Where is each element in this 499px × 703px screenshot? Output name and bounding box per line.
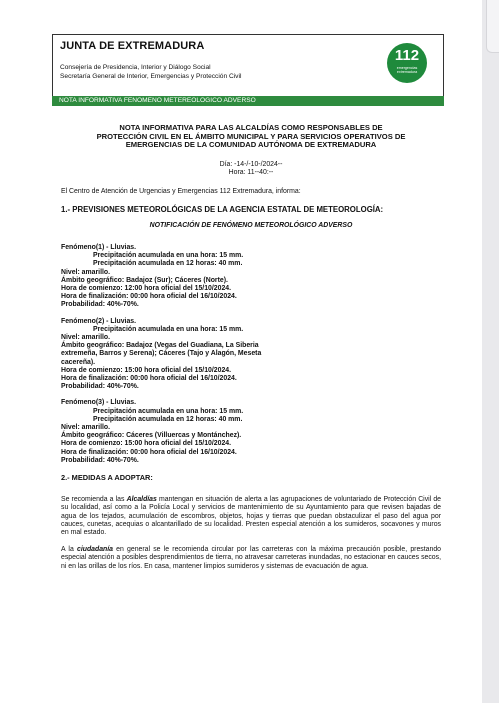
phenomenon-2-level: Nivel: amarillo. (61, 333, 111, 341)
document-body (61, 124, 441, 571)
intro-text: El Centro de Atención de Urgencias y Emergencias 112 Extremadura, informa: (61, 187, 301, 195)
para2-text: en general se le recomienda circular por las carreteras con la máxima precaución posible, prestando especial atención a posibles desprendimientos de tierra, no atravesar carreteras inundadas, no estacionar en cauces secos, ni en las orillas de los ríos. En casa, mantener limpios sumideros y sistemas de evacuación de agua. (61, 546, 441, 570)
title-line-1: NOTA INFORMATIVA PARA LAS ALCALDÍAS COMO RESPONSABLES DE (119, 123, 383, 132)
phenomenon-1-level: Nivel: amarillo. (61, 268, 111, 276)
section-2-title: 2.- MEDIDAS A ADOPTAR: (61, 473, 153, 482)
phenomenon-3-level: Nivel: amarillo. (61, 423, 111, 431)
phenomenon-2-start: Hora de comienzo: 15:00 hora oficial del 15/10/2024. (61, 366, 232, 374)
phenomenon-2-head: Fenómeno(2) - Lluvias. (61, 317, 137, 325)
phenomenon-3-area: Ámbito geográfico: Cáceres (Villuercas y Montánchez). (61, 432, 242, 440)
phenomenon-2-precip-1h: Precipitación acumulada en una hora: 15 mm. (93, 325, 244, 333)
phenomenon-2-area-line-1: Ámbito geográfico: Badajoz (Vegas del Guadiana, La Siberia (61, 342, 259, 350)
issue-date: Día: -14-/-10-/2024-- (219, 161, 283, 169)
phenomenon-1-head: Fenómeno(1) - Lluvias. (61, 243, 137, 251)
phenomenon-3-precip-12h: Precipitación acumulada en 12 horas: 40 mm. (93, 415, 243, 423)
phenomenon-1-precip-1h: Precipitación acumulada en una hora: 15 mm. (93, 252, 244, 260)
letterhead (52, 34, 444, 97)
recommendation-citizens (61, 546, 441, 571)
logo-subtitle: emergencias extremadura (396, 66, 418, 75)
issue-date-time (61, 161, 441, 177)
para2-emphasis: ciudadanía (76, 546, 113, 554)
recommendation-municipalities (61, 496, 441, 537)
phenomenon-3-end: Hora de finalización: 00:00 hora oficial del 16/10/2024. (61, 448, 237, 456)
phenomenon-1-end: Hora de finalización: 00:00 hora oficial del 16/10/2024. (61, 293, 237, 301)
phenomenon-1-precip-12h: Precipitación acumulada en 12 horas: 40 mm. (93, 260, 243, 268)
phenomenon-1-area: Ámbito geográfico: Badajoz (Sur); Cáceres (Norte). (61, 276, 228, 284)
phenomenon-1-start: Hora de comienzo: 12:00 hora oficial del 15/10/2024. (61, 284, 232, 292)
secretariat-line: Secretaría General de Interior, Emergencias y Protección Civil (60, 73, 242, 80)
phenomenon-3-precip-1h: Precipitación acumulada en una hora: 15 mm. (93, 407, 244, 415)
title-line-2: PROTECCIÓN CIVIL EN EL ÁMBITO MUNICIPAL Y PARA SERVICIOS OPERATIVOS DE (96, 131, 406, 141)
department-line: Consejería de Presidencia, Interior y Diálogo Social (60, 64, 211, 71)
viewer-side-panel-edge (486, 0, 499, 53)
phenomenon-2-area-line-2: extremeña, Barros y Serena); Cáceres (Tajo y Alagón, Meseta (61, 350, 262, 358)
section-1-title: 1.- PREVISIONES METEOROLÓGICAS DE LA AGENCIA ESTATAL DE METEOROLOGÍA: (61, 204, 384, 214)
phenomenon-2 (61, 318, 441, 392)
emergency-112-logo (387, 43, 427, 83)
issue-time: Hora: 11--40:-- (228, 169, 274, 177)
para2-pre: A la (61, 546, 77, 554)
notification-title: NOTIFICACIÓN DE FENÓMENO METEOROLÓGICO ADVERSO (149, 221, 353, 229)
para1-text: mantengan en situación de alerta a las agrupaciones de voluntariado de Protección Civil de su localidad, así como a la Policía Local y servicios de mantenimiento de su Ayuntamiento para que revisen bajadas de agua de los tejados, acumulación de escombros, objetos, hojas y tierras que puedan obstaculizar el paso del agua por cauces, cunetas, acequias o alcantarillado de su localidad. Presten especial atención a los sumideros, socavones y muros en mal estado. (61, 496, 442, 537)
phenomenon-2-probability: Probabilidad: 40%-70%. (61, 383, 139, 391)
phenomenon-3-probability: Probabilidad: 40%-70%. (61, 456, 139, 464)
org-name: JUNTA DE EXTREMADURA (60, 40, 205, 52)
phenomenon-1-probability: Probabilidad: 40%-70%. (61, 301, 139, 309)
title-line-3: EMERGENCIAS DE LA COMUNIDAD AUTÓNOMA DE EXTREMADURA (125, 140, 377, 150)
phenomenon-1 (61, 244, 441, 310)
notice-type-bar: NOTA INFORMATIVA FENOMENO METEREOLOGICO ADVERSO (52, 96, 444, 106)
phenomenon-3-start: Hora de comienzo: 15:00 hora oficial del 15/10/2024. (61, 440, 232, 448)
para1-emphasis: Alcaldías (126, 496, 157, 504)
logo-number: 112 (394, 47, 420, 64)
phenomenon-3 (61, 399, 441, 465)
para1-pre: Se recomienda a las (61, 496, 127, 504)
document-title (61, 124, 441, 150)
phenomenon-2-area-line-3: cacereña). (61, 358, 96, 366)
phenomenon-3-head: Fenómeno(3) - Lluvias. (61, 399, 137, 407)
phenomenon-2-end: Hora de finalización: 00:00 hora oficial del 16/10/2024. (61, 374, 237, 382)
